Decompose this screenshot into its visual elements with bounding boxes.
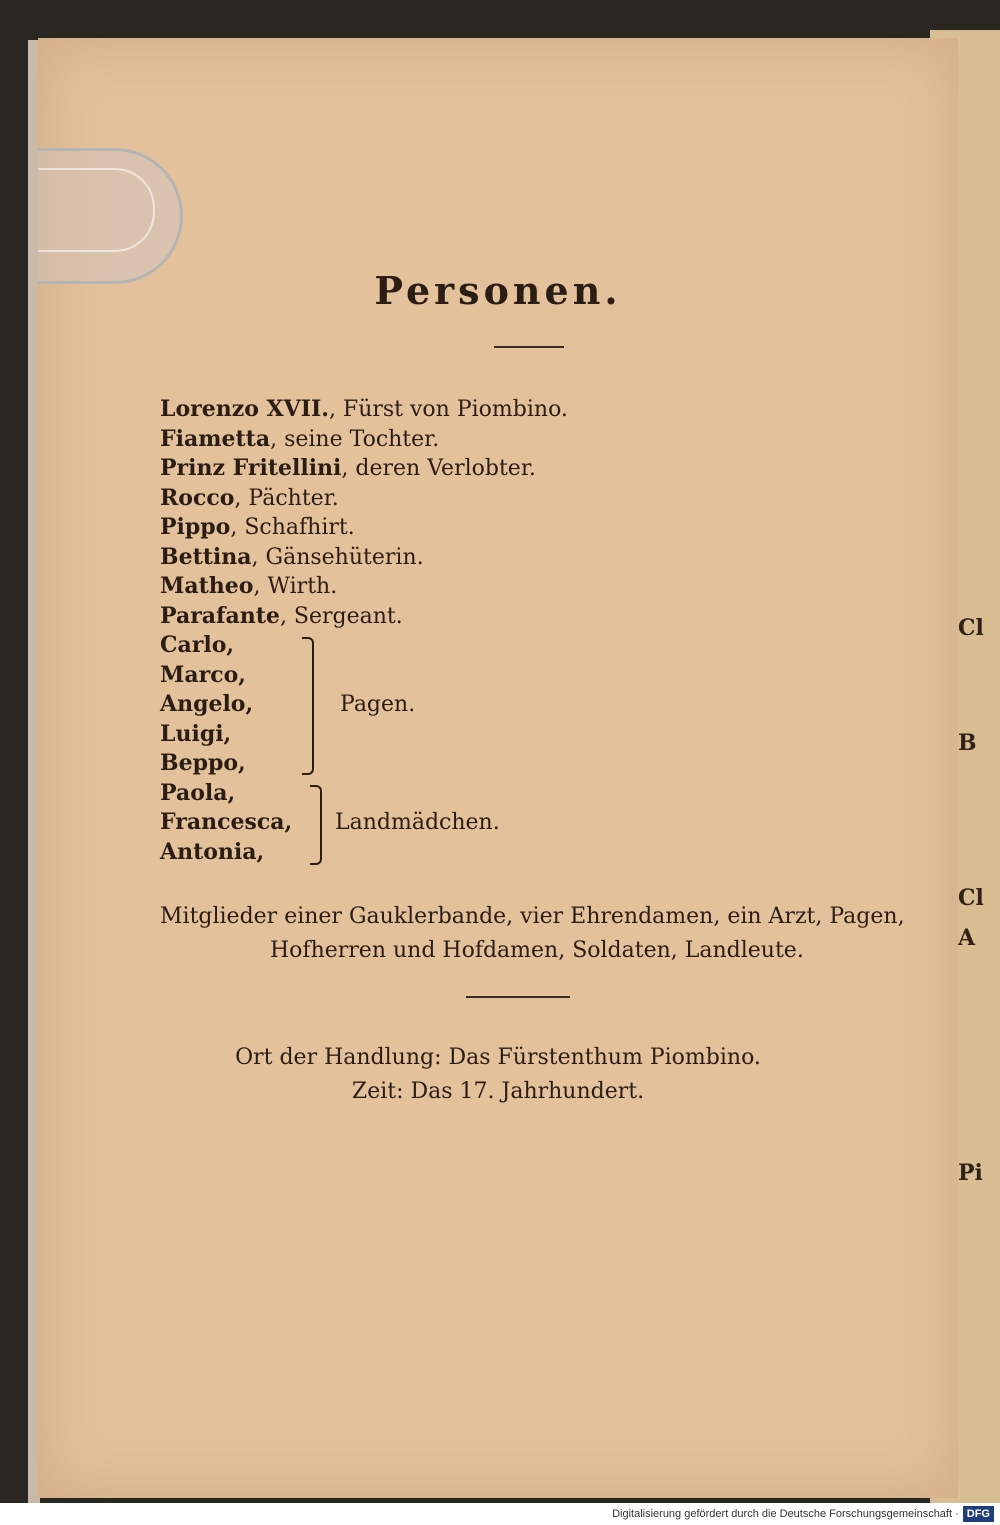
character-name: Fiametta (160, 425, 271, 452)
facing-page-fragment: A (958, 925, 976, 951)
setting-time: Zeit: Das 17. Jahrhundert. (351, 1079, 645, 1104)
girls-group (160, 779, 860, 868)
character-role: , Schafhirt. (230, 515, 355, 540)
footer (0, 1503, 1000, 1525)
character-role: , Wirth. (253, 574, 338, 599)
footer-text: Digitalisierung gefördert durch die Deutsche Forschungsgemeinschaft · (612, 1508, 959, 1520)
character-name: Carlo, (160, 632, 235, 658)
character-role: , seine Tochter. (270, 426, 440, 452)
character-role: , Pächter. (234, 485, 339, 511)
cast-entry (160, 513, 860, 543)
setting (38, 1041, 958, 1109)
facing-page-fragment: Cl (958, 885, 984, 911)
page-title: Personen. (374, 268, 622, 313)
group-label: Landmädchen. (335, 809, 500, 835)
character-name: Matheo (160, 573, 254, 599)
cast-entry (160, 602, 860, 632)
paper-clip-inner (38, 168, 155, 252)
setting-place: Ort der Handlung: Das Fürstenthum Piombino. (235, 1045, 761, 1070)
group-label: Pagen. (340, 692, 416, 717)
extras-line: Hofherren und Hofdamen, Soldaten, Landleute. (270, 938, 804, 963)
facing-page-fragment: B (958, 730, 977, 756)
character-name: Luigi, (160, 720, 232, 747)
character-name: Bettina (160, 543, 252, 570)
extras (160, 900, 920, 968)
character-name: Rocco (160, 484, 235, 511)
character-name: Prinz Fritellini (160, 455, 342, 481)
cast-list (160, 395, 860, 867)
character-name: Lorenzo XVII. (160, 396, 329, 422)
cast-entry (160, 425, 860, 455)
character-name: Parafante (160, 602, 280, 629)
dfg-logo: DFG (963, 1506, 994, 1522)
group-brace (310, 785, 322, 865)
group-names (160, 779, 292, 868)
extras-line: Mitglieder einer Gauklerbande, vier Ehrendamen, ein Arzt, Pagen, (160, 904, 905, 929)
character-name: Beppo, (160, 750, 246, 776)
character-role: , deren Verlobter. (341, 456, 536, 481)
character-role: , Sergeant. (279, 603, 403, 629)
group-names (160, 631, 253, 779)
cast-entry (160, 454, 860, 484)
character-name: Marco, (160, 661, 246, 688)
cast-entry (160, 484, 860, 514)
character-name: Francesca, (160, 809, 293, 835)
pages-group (160, 631, 860, 779)
facing-page-fragment: Pi (958, 1160, 983, 1186)
character-name: Angelo, (160, 691, 254, 717)
cast-entry (160, 395, 860, 425)
facing-page-fragment: Cl (958, 615, 984, 641)
cast-entry (160, 543, 860, 573)
divider (466, 996, 570, 998)
group-brace (302, 637, 314, 775)
character-name: Paola, (160, 779, 236, 806)
character-role: , Fürst von Piombino. (328, 397, 568, 422)
character-name: Antonia, (160, 838, 265, 865)
cast-entry (160, 572, 860, 602)
divider (494, 346, 564, 348)
book-page (38, 38, 958, 1498)
character-name: Pippo (160, 514, 231, 540)
character-role: , Gänsehüterin. (251, 544, 424, 570)
